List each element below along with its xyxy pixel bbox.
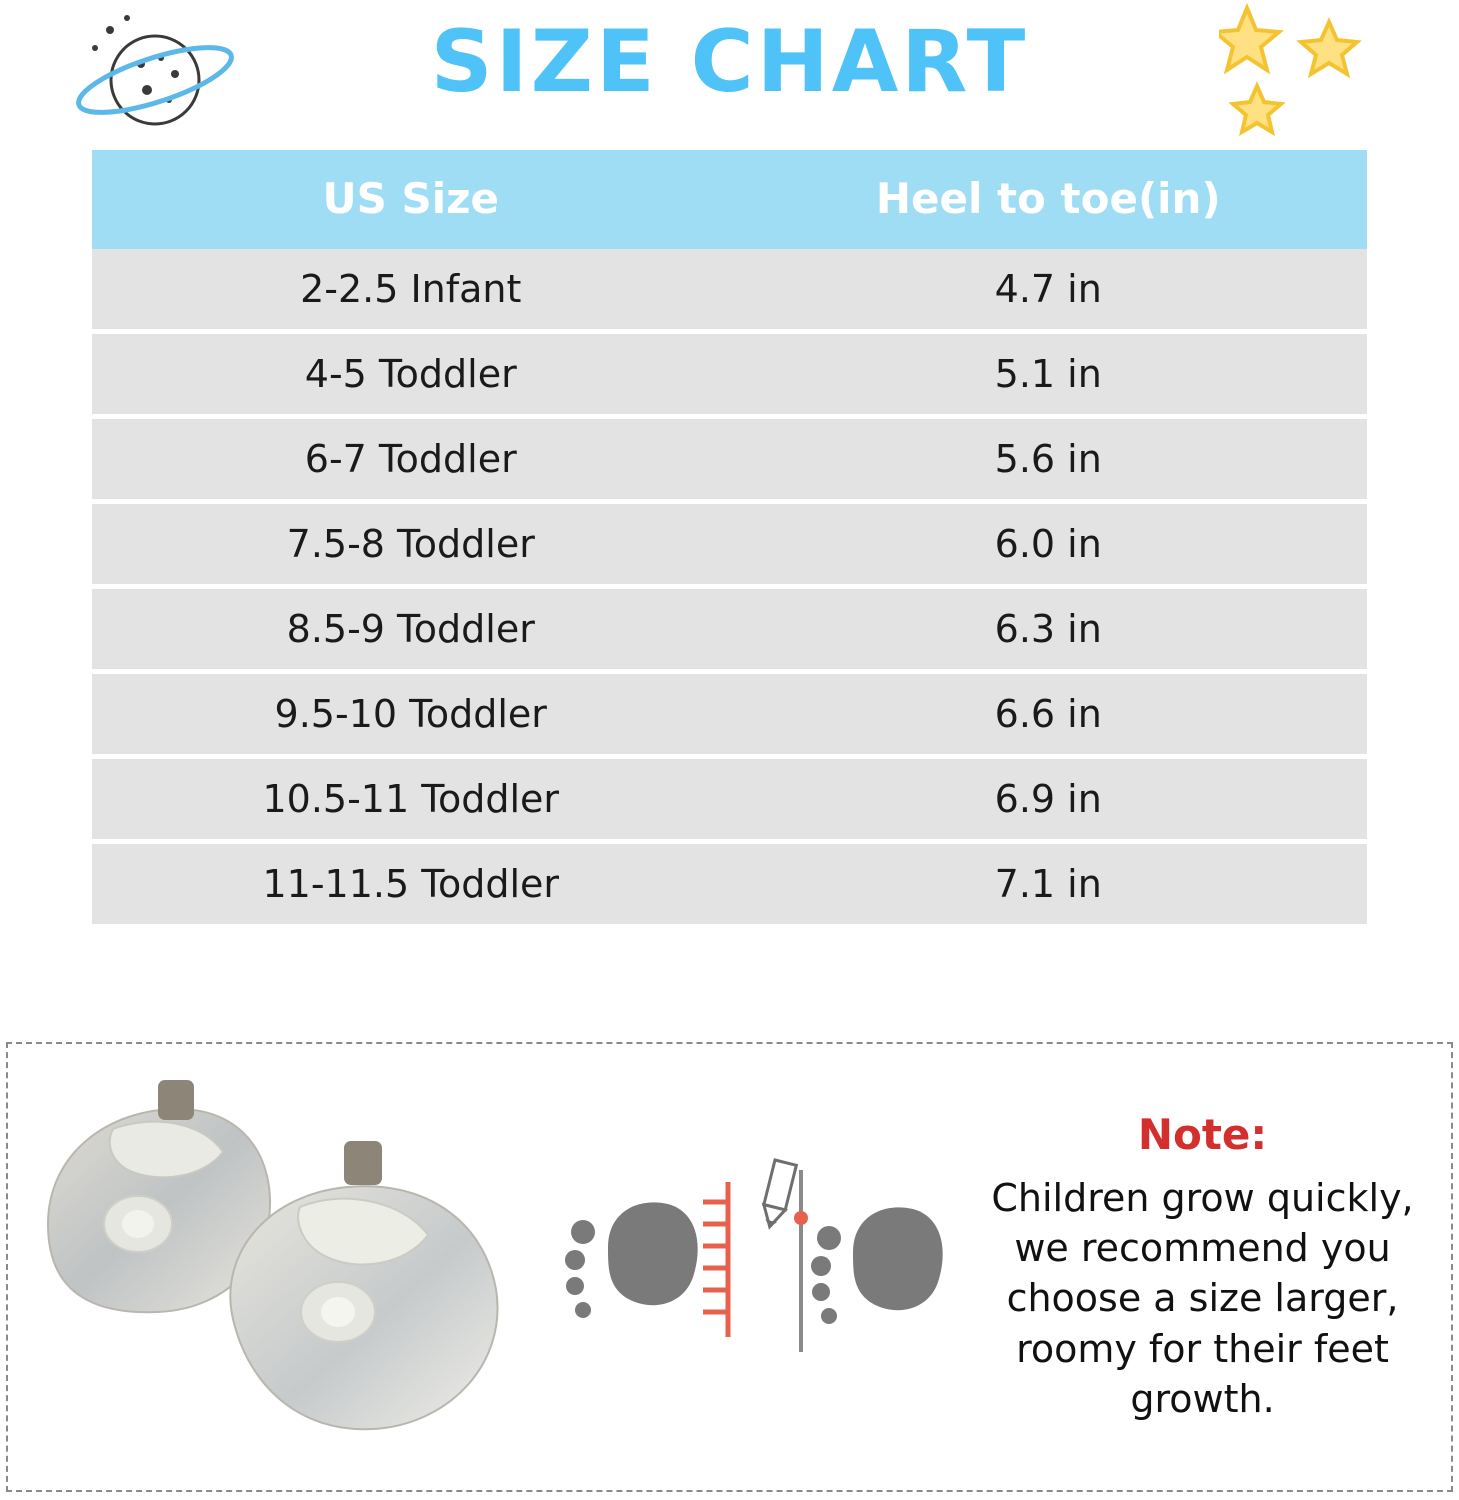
cell-us-size: 11-11.5 Toddler xyxy=(92,842,730,925)
table-row xyxy=(92,417,1367,502)
cell-us-size: 9.5-10 Toddler xyxy=(92,672,730,757)
baby-shoes-illustration xyxy=(8,1044,548,1494)
shoes-image xyxy=(8,1044,548,1490)
cell-heel-to-toe: 4.7 in xyxy=(730,249,1368,332)
cell-us-size: 6-7 Toddler xyxy=(92,417,730,502)
cell-heel-to-toe: 6.3 in xyxy=(730,587,1368,672)
cell-us-size: 4-5 Toddler xyxy=(92,332,730,417)
table-header xyxy=(92,150,1367,249)
cell-us-size: 2-2.5 Infant xyxy=(92,249,730,332)
cell-us-size: 10.5-11 Toddler xyxy=(92,757,730,842)
table-row xyxy=(92,502,1367,587)
size-table-wrap xyxy=(92,150,1367,924)
measure-illustration xyxy=(548,1044,978,1490)
cell-heel-to-toe: 6.9 in xyxy=(730,757,1368,842)
table-row xyxy=(92,672,1367,757)
table-row xyxy=(92,757,1367,842)
table-header-row xyxy=(92,150,1367,249)
cell-us-size: 8.5-9 Toddler xyxy=(92,587,730,672)
size-table xyxy=(92,150,1367,924)
column-header-heel-to-toe: Heel to toe(in) xyxy=(730,150,1368,249)
stars-icon xyxy=(1219,0,1369,140)
cell-heel-to-toe: 6.6 in xyxy=(730,672,1368,757)
cell-heel-to-toe: 5.6 in xyxy=(730,417,1368,502)
table-row xyxy=(92,587,1367,672)
cell-heel-to-toe: 5.1 in xyxy=(730,332,1368,417)
note-body: Children grow quickly, we recommend you choose a size larger, roomy for their feet growth. xyxy=(991,1176,1414,1421)
foot-measure-icon xyxy=(553,1152,973,1382)
cell-heel-to-toe: 6.0 in xyxy=(730,502,1368,587)
table-row xyxy=(92,249,1367,332)
cell-heel-to-toe: 7.1 in xyxy=(730,842,1368,925)
table-row xyxy=(92,332,1367,417)
note-text-block xyxy=(978,1044,1451,1490)
note-panel xyxy=(6,1042,1453,1492)
page-title: SIZE CHART xyxy=(430,12,1029,112)
note-title: Note: xyxy=(1137,1110,1268,1160)
table-body xyxy=(92,249,1367,924)
column-header-us-size: US Size xyxy=(92,150,730,249)
cell-us-size: 7.5-8 Toddler xyxy=(92,502,730,587)
header xyxy=(0,0,1459,150)
table-row xyxy=(92,842,1367,925)
